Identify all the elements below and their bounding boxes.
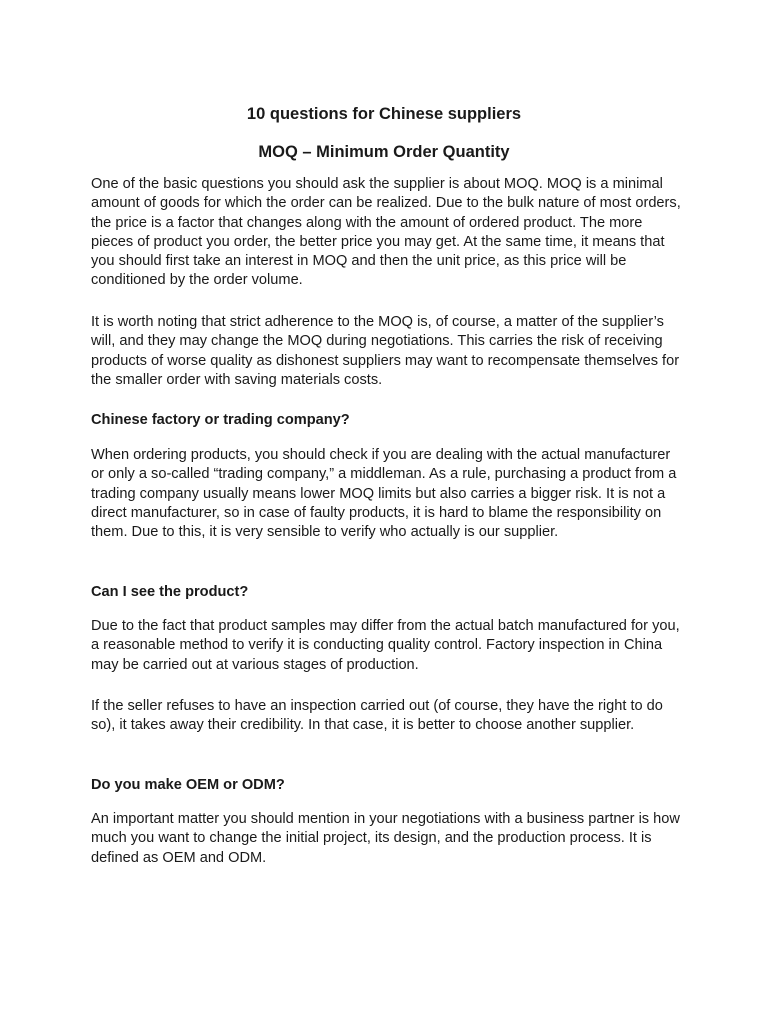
paragraph-factory-or-trading: When ordering products, you should check if you are dealing with the actual manufacturer or only a so-called “trading company,” a middleman. As a rule, purchasing a product from a trading company usually means lower MOQ limits but also carries a bigger risk. It is not a direct manufacturer, so in case of faulty products, it is hard to blame the responsibility on them. Due to this, it is very sensible to verify who actually is our supplier. xyxy=(91,447,677,541)
section-title-moq: MOQ – Minimum Order Quantity xyxy=(258,143,510,161)
paragraph-oem-odm: An important matter you should mention in your negotiations with a business partner is how much you want to change the initial project, its design, and the production process. It is defined as OEM and ODM. xyxy=(91,811,680,866)
paragraph-moq-adherence: It is worth noting that strict adherence to the MOQ is, of course, a matter of the supplier’s will, and they may change the MOQ during negotiations. This carries the risk of receiving products of worse quality as dishonest suppliers may want to recompensate themselves for the smaller order with saving materials costs. xyxy=(91,314,680,388)
heading-see-product: Can I see the product? xyxy=(91,584,249,600)
paragraph-inspection-refusal: If the seller refuses to have an inspection carried out (of course, they have the right to do so), it takes away their credibility. In that case, it is better to choose another supplier. xyxy=(91,698,663,734)
paragraph-moq-intro: One of the basic questions you should ask the supplier is about MOQ. MOQ is a minimal amount of goods for which the order can be realized. Due to the bulk nature of most orders, the price is a factor that changes along with the amount of ordered product. The more pieces of product you order, the better price you may get. At the same time, it means that you should first take an interest in MOQ and then the unit price, as this price will be conditioned by the order volume. xyxy=(91,176,681,289)
paragraph-quality-control: Due to the fact that product samples may differ from the actual batch manufactured for you, a reasonable method to verify it is conducting quality control. Factory inspection in China may be carried out at various stages of production. xyxy=(91,618,680,673)
heading-oem-odm: Do you make OEM or ODM? xyxy=(91,777,285,793)
document-title: 10 questions for Chinese suppliers xyxy=(246,105,522,123)
heading-factory-or-trading: Chinese factory or trading company? xyxy=(91,412,350,428)
